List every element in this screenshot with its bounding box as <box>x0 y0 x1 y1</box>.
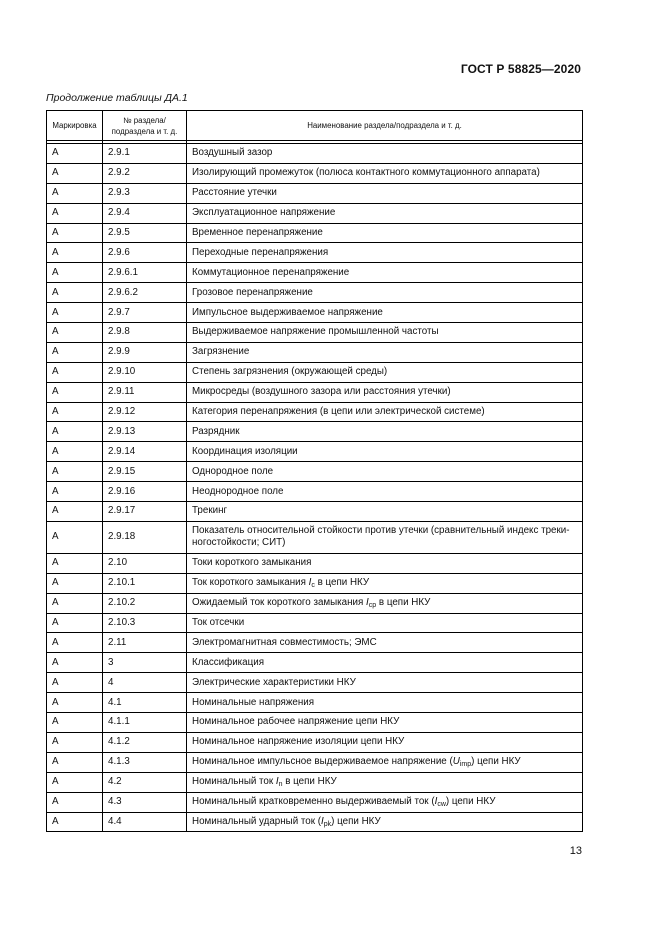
cell-name <box>187 732 583 752</box>
table-row <box>47 732 583 752</box>
name-text: Номинальный кратковременно выдерживаемый ток ( <box>192 796 435 808</box>
cell-section: 2.10.1 <box>103 573 187 593</box>
table-row <box>47 553 583 573</box>
table-row <box>47 752 583 772</box>
table-row <box>47 163 583 183</box>
cell-name <box>187 693 583 713</box>
name-text: Электрические характеристики НКУ <box>192 676 356 688</box>
cell-section: 2.9.7 <box>103 303 187 323</box>
cell-name <box>187 772 583 792</box>
cell-section: 4.2 <box>103 772 187 792</box>
cell-name <box>187 362 583 382</box>
table-row <box>47 792 583 812</box>
cell-marking: A <box>47 502 103 522</box>
symbol-subscript: pk <box>323 820 332 828</box>
symbol: I <box>434 796 438 808</box>
cell-marking: A <box>47 303 103 323</box>
cell-section: 2.9.4 <box>103 203 187 223</box>
cell-name <box>187 482 583 502</box>
cell-marking: A <box>47 633 103 653</box>
cell-marking: A <box>47 462 103 482</box>
cell-marking: A <box>47 223 103 243</box>
table-row <box>47 633 583 653</box>
table-row <box>47 382 583 402</box>
table-da1 <box>46 110 583 832</box>
cell-section: 2.10.2 <box>103 593 187 613</box>
name-text: Координация изоляции <box>192 445 298 457</box>
cell-section: 2.9.10 <box>103 362 187 382</box>
table-row <box>47 283 583 303</box>
table-row <box>47 521 583 553</box>
cell-name <box>187 713 583 733</box>
table-row <box>47 653 583 673</box>
cell-marking: A <box>47 752 103 772</box>
name-text: Импульсное выдерживаемое напряжение <box>192 306 383 318</box>
table-row <box>47 693 583 713</box>
cell-section: 4.1.2 <box>103 732 187 752</box>
cell-marking: A <box>47 144 103 164</box>
name-text-post: ) цепи НКУ <box>331 815 381 827</box>
cell-marking: A <box>47 482 103 502</box>
cell-name <box>187 653 583 673</box>
name-text: Микросреды (воздушного зазора или расстояния утечки) <box>192 386 451 398</box>
cell-section: 4.4 <box>103 812 187 832</box>
name-text: Номинальный ток <box>192 776 276 788</box>
cell-marking: A <box>47 342 103 362</box>
name-text: Переходные перенапряжения <box>192 246 329 258</box>
cell-name <box>187 502 583 522</box>
cell-section: 3 <box>103 653 187 673</box>
cell-marking: A <box>47 792 103 812</box>
cell-name <box>187 812 583 832</box>
cell-marking: A <box>47 593 103 613</box>
cell-marking: A <box>47 732 103 752</box>
page-number: 13 <box>569 845 582 857</box>
name-text: Однородное поле <box>192 465 274 477</box>
cell-name <box>187 521 583 553</box>
cell-marking: A <box>47 553 103 573</box>
table-row <box>47 812 583 832</box>
cell-section: 4.1 <box>103 693 187 713</box>
cell-section: 2.9.6.1 <box>103 263 187 283</box>
table-row <box>47 223 583 243</box>
table-row <box>47 593 583 613</box>
cell-name <box>187 422 583 442</box>
table-row <box>47 402 583 422</box>
cell-name <box>187 303 583 323</box>
cell-name <box>187 633 583 653</box>
table-row <box>47 144 583 164</box>
cell-marking: A <box>47 673 103 693</box>
table-row <box>47 613 583 633</box>
cell-name <box>187 203 583 223</box>
cell-name <box>187 462 583 482</box>
cell-section: 2.9.6 <box>103 243 187 263</box>
cell-section: 2.9.14 <box>103 442 187 462</box>
cell-name <box>187 323 583 343</box>
cell-name <box>187 673 583 693</box>
name-text: Разрядник <box>192 425 240 437</box>
table-header-row <box>47 111 583 141</box>
cell-section: 2.9.12 <box>103 402 187 422</box>
cell-marking: A <box>47 422 103 442</box>
symbol: I <box>275 776 279 788</box>
table-caption: Продолжение таблицы ДА.1 <box>46 92 188 104</box>
table-row <box>47 323 583 343</box>
name-text-post: ) цепи НКУ <box>471 756 521 768</box>
table-row <box>47 342 583 362</box>
cell-section: 4.1.3 <box>103 752 187 772</box>
name-text: Неоднородное поле <box>192 485 284 497</box>
name-text: Номинальные напряжения <box>192 696 315 708</box>
cell-section: 2.9.2 <box>103 163 187 183</box>
name-text: Электромагнитная совместимость; ЭМС <box>192 636 377 648</box>
cell-marking: A <box>47 263 103 283</box>
table-row <box>47 713 583 733</box>
table-row <box>47 362 583 382</box>
cell-name <box>187 752 583 772</box>
cell-name <box>187 263 583 283</box>
cell-section: 4.3 <box>103 792 187 812</box>
cell-section: 4.1.1 <box>103 713 187 733</box>
cell-marking: A <box>47 713 103 733</box>
cell-name <box>187 402 583 422</box>
cell-section: 2.9.16 <box>103 482 187 502</box>
cell-marking: A <box>47 402 103 422</box>
cell-marking: A <box>47 573 103 593</box>
cell-marking: A <box>47 613 103 633</box>
cell-name <box>187 183 583 203</box>
cell-name <box>187 223 583 243</box>
cell-marking: A <box>47 442 103 462</box>
name-text: Ток короткого замыкания <box>192 577 309 589</box>
table-row <box>47 422 583 442</box>
table-row <box>47 203 583 223</box>
cell-name <box>187 144 583 164</box>
name-text: Номинальное напряжение изоляции цепи НКУ <box>192 736 405 748</box>
cell-name <box>187 163 583 183</box>
symbol-subscript: n <box>278 781 283 789</box>
cell-section: 2.10 <box>103 553 187 573</box>
cell-marking: A <box>47 812 103 832</box>
name-text: Эксплуатационное напряжение <box>192 207 336 219</box>
cell-name <box>187 573 583 593</box>
symbol: I <box>366 597 369 609</box>
cell-section: 2.11 <box>103 633 187 653</box>
symbol: I <box>321 815 324 827</box>
table-row <box>47 442 583 462</box>
cell-section: 2.9.18 <box>103 521 187 553</box>
column-header-section: № раздела/ подраздела и т. д. <box>103 111 187 141</box>
column-header-name: Наименование раздела/подраздела и т. д. <box>187 111 583 141</box>
document-code: ГОСТ Р 58825—2020 <box>460 62 581 76</box>
symbol-subscript: cp <box>368 602 377 610</box>
cell-section: 2.9.17 <box>103 502 187 522</box>
table-row <box>47 263 583 283</box>
cell-name <box>187 382 583 402</box>
name-text: Номинальный ударный ток ( <box>192 815 321 827</box>
table-row <box>47 772 583 792</box>
name-text: Номинальное импульсное выдерживаемое напряжение ( <box>192 756 453 768</box>
name-text: Изолирующий промежуток (полюса контактного коммутационного аппарата) <box>192 167 540 179</box>
name-text-post: ) цепи НКУ <box>445 796 496 808</box>
cell-section: 2.9.8 <box>103 323 187 343</box>
cell-marking: A <box>47 382 103 402</box>
cell-marking: A <box>47 283 103 303</box>
cell-section: 2.9.3 <box>103 183 187 203</box>
table-row <box>47 502 583 522</box>
name-text-post: в цепи НКУ <box>376 597 431 609</box>
cell-section: 2.9.11 <box>103 382 187 402</box>
table-row <box>47 482 583 502</box>
symbol-subscript: c <box>311 582 315 590</box>
cell-marking: A <box>47 653 103 673</box>
name-text: Трекинг <box>192 505 228 517</box>
cell-marking: A <box>47 693 103 713</box>
name-text-post: в цепи НКУ <box>282 776 337 788</box>
cell-name <box>187 283 583 303</box>
cell-name <box>187 342 583 362</box>
name-text: Загрязнение <box>192 346 250 358</box>
cell-section: 2.10.3 <box>103 613 187 633</box>
cell-marking: A <box>47 163 103 183</box>
cell-name <box>187 593 583 613</box>
name-text: Степень загрязнения (окружающей среды) <box>192 366 388 378</box>
symbol-subscript: cw <box>437 801 446 809</box>
cell-section: 2.9.15 <box>103 462 187 482</box>
symbol: I <box>308 577 312 589</box>
table-row <box>47 462 583 482</box>
table-row <box>47 183 583 203</box>
cell-name <box>187 442 583 462</box>
cell-section: 4 <box>103 673 187 693</box>
name-text: Категория перенапряжения (в цепи или электрической системе) <box>192 406 485 418</box>
cell-name <box>187 243 583 263</box>
cell-section: 2.9.6.2 <box>103 283 187 303</box>
cell-name <box>187 553 583 573</box>
cell-marking: A <box>47 243 103 263</box>
symbol-subscript: imp <box>459 761 472 769</box>
cell-marking: A <box>47 183 103 203</box>
cell-section: 2.9.5 <box>103 223 187 243</box>
column-header-marking: Маркировка <box>47 111 103 141</box>
name-text: Классификация <box>192 656 265 668</box>
name-text: Временное перенапряжение <box>192 227 323 238</box>
name-text: Грозовое перенапряжение <box>192 286 313 298</box>
table-row <box>47 303 583 323</box>
name-text: Выдерживаемое напряжение промышленной частоты <box>192 326 439 338</box>
name-text: Показатель относительной стойкости против утечки (сравнительный индекс треки- <box>192 525 570 537</box>
name-text: Ток отсечки <box>192 617 245 629</box>
table-row <box>47 243 583 263</box>
cell-section: 2.9.1 <box>103 144 187 164</box>
cell-section: 2.9.13 <box>103 422 187 442</box>
symbol: U <box>452 756 460 768</box>
name-text: Токи короткого замыкания <box>192 557 312 569</box>
cell-name <box>187 792 583 812</box>
table-row <box>47 673 583 693</box>
name-text: Ожидаемый ток короткого замыкания <box>192 597 367 609</box>
cell-marking: A <box>47 362 103 382</box>
cell-marking: A <box>47 772 103 792</box>
cell-marking: A <box>47 323 103 343</box>
table-row <box>47 573 583 593</box>
cell-section: 2.9.9 <box>103 342 187 362</box>
cell-marking: A <box>47 203 103 223</box>
name-text: Коммутационное перенапряжение <box>192 266 350 278</box>
name-text-post: в цепи НКУ <box>314 577 370 589</box>
name-text: Расстояние утечки <box>192 187 277 199</box>
cell-name <box>187 613 583 633</box>
cell-marking: A <box>47 521 103 553</box>
name-text-cont: ногостойкости; СИТ) <box>192 537 286 549</box>
name-text: Воздушный зазор <box>192 147 273 159</box>
name-text: Номинальное рабочее напряжение цепи НКУ <box>192 716 400 728</box>
